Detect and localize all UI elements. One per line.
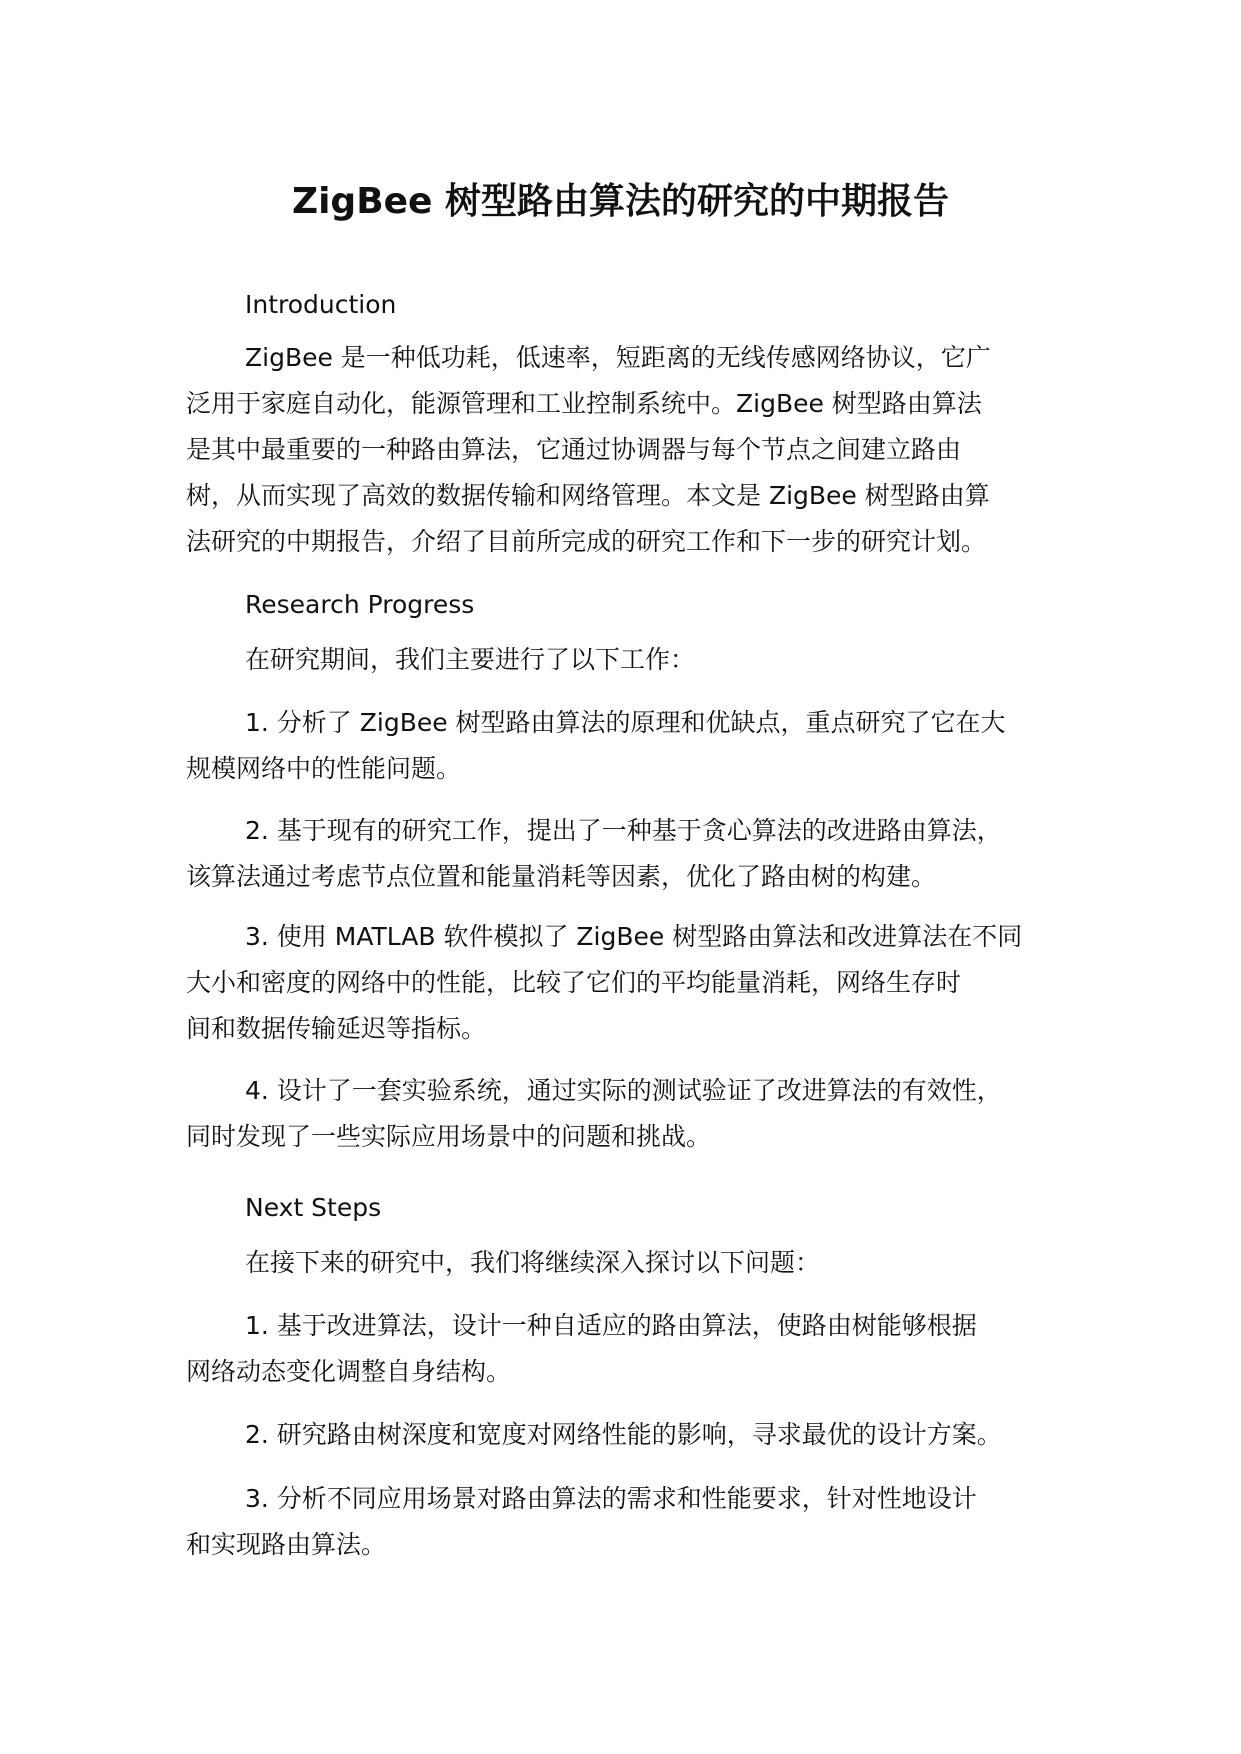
paragraph-line: 和实现路由算法。 bbox=[186, 1530, 387, 1559]
list-item-next-2 bbox=[186, 1412, 1086, 1458]
paragraph-line: 泛用于家庭自动化，能源管理和工业控制系统中。ZigBee 树型路由算法 bbox=[186, 389, 982, 418]
paragraph-line: 1. 分析了 ZigBee 树型路由算法的原理和优缺点，重点研究了它在大 bbox=[245, 708, 1006, 737]
paragraph-line: 在研究期间，我们主要进行了以下工作： bbox=[245, 645, 696, 674]
paragraph-introduction bbox=[186, 335, 1086, 565]
section-heading-next-steps bbox=[186, 1185, 1086, 1231]
paragraph-research-intro bbox=[186, 637, 1086, 683]
paragraph-line: 树，从而实现了高效的数据传输和网络管理。本文是 ZigBee 树型路由算 bbox=[186, 481, 990, 510]
paragraph-line: 该算法通过考虑节点位置和能量消耗等因素，优化了路由树的构建。 bbox=[186, 862, 937, 891]
list-item-research-1 bbox=[186, 700, 1086, 792]
paragraph-line: 2. 基于现有的研究工作，提出了一种基于贪心算法的改进路由算法， bbox=[245, 816, 1002, 845]
paragraph-line: 是其中最重要的一种路由算法，它通过协调器与每个节点之间建立路由 bbox=[186, 435, 962, 464]
paragraph-line: 4. 设计了一套实验系统，通过实际的测试验证了改进算法的有效性， bbox=[245, 1076, 1002, 1105]
paragraph-line: 规模网络中的性能问题。 bbox=[186, 754, 462, 783]
list-item-research-3 bbox=[186, 914, 1086, 1052]
paragraph-line: 3. 分析不同应用场景对路由算法的需求和性能要求，针对性地设计 bbox=[245, 1484, 977, 1513]
list-item-next-1 bbox=[186, 1303, 1086, 1395]
section-heading-text: Research Progress bbox=[245, 590, 475, 619]
paragraph-line: 间和数据传输延迟等指标。 bbox=[186, 1014, 487, 1043]
list-item-next-3 bbox=[186, 1476, 1086, 1568]
section-heading-research-progress bbox=[186, 582, 1086, 628]
paragraph-line: 同时发现了一些实际应用场景中的问题和挑战。 bbox=[186, 1122, 712, 1151]
section-heading-text: Introduction bbox=[245, 290, 397, 319]
paragraph-line: 大小和密度的网络中的性能，比较了它们的平均能量消耗，网络生存时 bbox=[186, 968, 962, 997]
paragraph-line: 3. 使用 MATLAB 软件模拟了 ZigBee 树型路由算法和改进算法在不同 bbox=[245, 922, 1023, 951]
section-heading-introduction bbox=[186, 282, 1086, 328]
paragraph-line: 在接下来的研究中，我们将继续深入探讨以下问题： bbox=[245, 1248, 821, 1277]
paragraph-line: 1. 基于改进算法，设计一种自适应的路由算法，使路由树能够根据 bbox=[245, 1311, 977, 1340]
document-title: ZigBee 树型路由算法的研究的中期报告 bbox=[291, 181, 950, 222]
paragraph-line: 网络动态变化调整自身结构。 bbox=[186, 1357, 512, 1386]
paragraph-next-intro bbox=[186, 1240, 1086, 1286]
section-heading-text: Next Steps bbox=[245, 1193, 382, 1222]
paragraph-line: 法研究的中期报告，介绍了目前所完成的研究工作和下一步的研究计划。 bbox=[186, 527, 987, 556]
paragraph-line: 2. 研究路由树深度和宽度对网络性能的影响，寻求最优的设计方案。 bbox=[245, 1420, 1002, 1449]
paragraph-line: ZigBee 是一种低功耗，低速率，短距离的无线传感网络协议，它广 bbox=[245, 343, 991, 372]
list-item-research-2 bbox=[186, 808, 1086, 900]
list-item-research-4 bbox=[186, 1068, 1086, 1160]
